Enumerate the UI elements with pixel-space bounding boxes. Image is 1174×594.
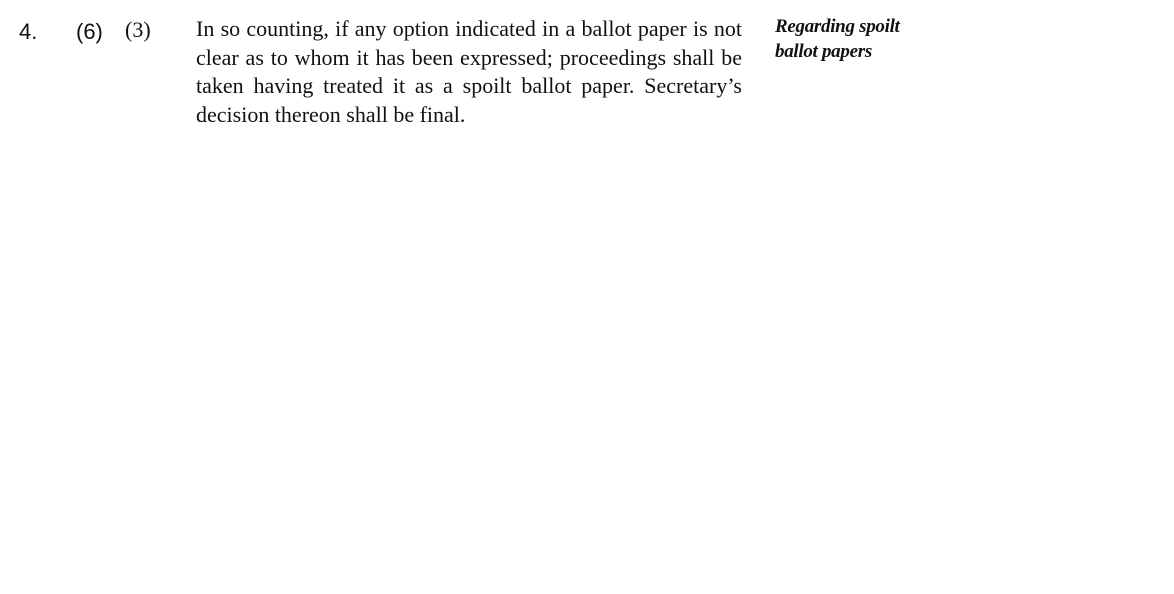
clause-number: (3)	[125, 17, 151, 42]
margin-note	[775, 14, 975, 64]
section-number: 4.	[19, 19, 38, 44]
margin-note-line-2: ballot papers	[775, 41, 872, 62]
subsection-number: (6)	[76, 19, 103, 44]
margin-note-line-1: Regarding spoilt	[775, 16, 900, 37]
clause-text: In so counting, if any option indicated in a ballot paper is not clear as to whom it has been expressed; proceedings shall be taken having treated it as a spoilt ballot paper. Secretary’s decision thereon shall be final.	[196, 16, 742, 127]
